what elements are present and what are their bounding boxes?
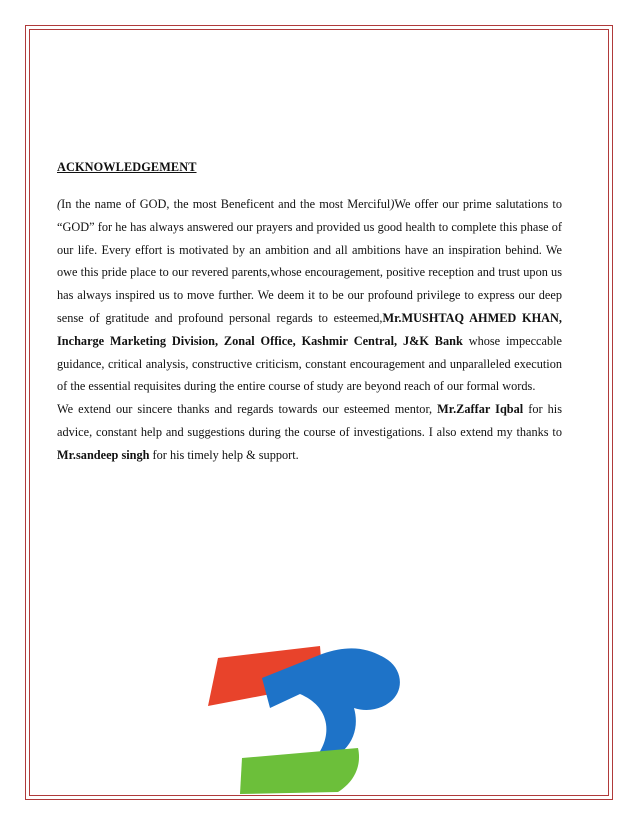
acknowledgement-section <box>57 160 562 467</box>
invocation-text: In the name of GOD, the most Beneficent and the most Merciful <box>61 197 391 211</box>
paragraph-1-text-b: whose impeccable guidance, critical analysis, constructive criticism, constant encouragement and unparalleled execution of the essential requisites during the entire course of study are beyond reach of our formal words. <box>57 333 562 394</box>
open-paren: ( <box>57 197 62 211</box>
paragraph-2-text-a: We extend our sincere thanks and regards towards our esteemed mentor, <box>57 402 438 417</box>
mentor-1-name: Mr.MUSHTAQ AHMED KHAN, Incharge Marketing Division, Zonal Office, Kashmir Central, J&K Bank <box>57 310 562 348</box>
paragraph-2-text-c: for his timely help & support. <box>149 447 299 462</box>
page-title: ACKNOWLEDGEMENT <box>57 160 197 174</box>
mentor-2-name: Mr.Zaffar Iqbal <box>437 402 524 417</box>
acknowledgement-paragraph-2 <box>57 398 562 466</box>
close-paren: ) <box>390 197 395 211</box>
logo-green-band <box>240 748 359 794</box>
acknowledgement-paragraph-1 <box>57 193 562 398</box>
j-and-k-bank-logo <box>200 638 430 798</box>
helper-name: Mr.sandeep singh <box>57 447 150 462</box>
paragraph-2-text-b: for his advice, constant help and suggestions during the course of investigations. I also extend my thanks to <box>57 402 562 439</box>
paragraph-1-text-a: We offer our prime salutations to “GOD” for he has always answered our prayers and provided us good health to complete this phase of our life. Every effort is motivated by an ambition and all ambitions have an inspiration behind. We owe this pride place to our revered parents,whose encouragement, positive reception and trust upon us has always inspired us to move further. We deem it to be our profound privilege to express our deep sense of gratitude and profound personal regards to esteemed, <box>57 197 562 325</box>
